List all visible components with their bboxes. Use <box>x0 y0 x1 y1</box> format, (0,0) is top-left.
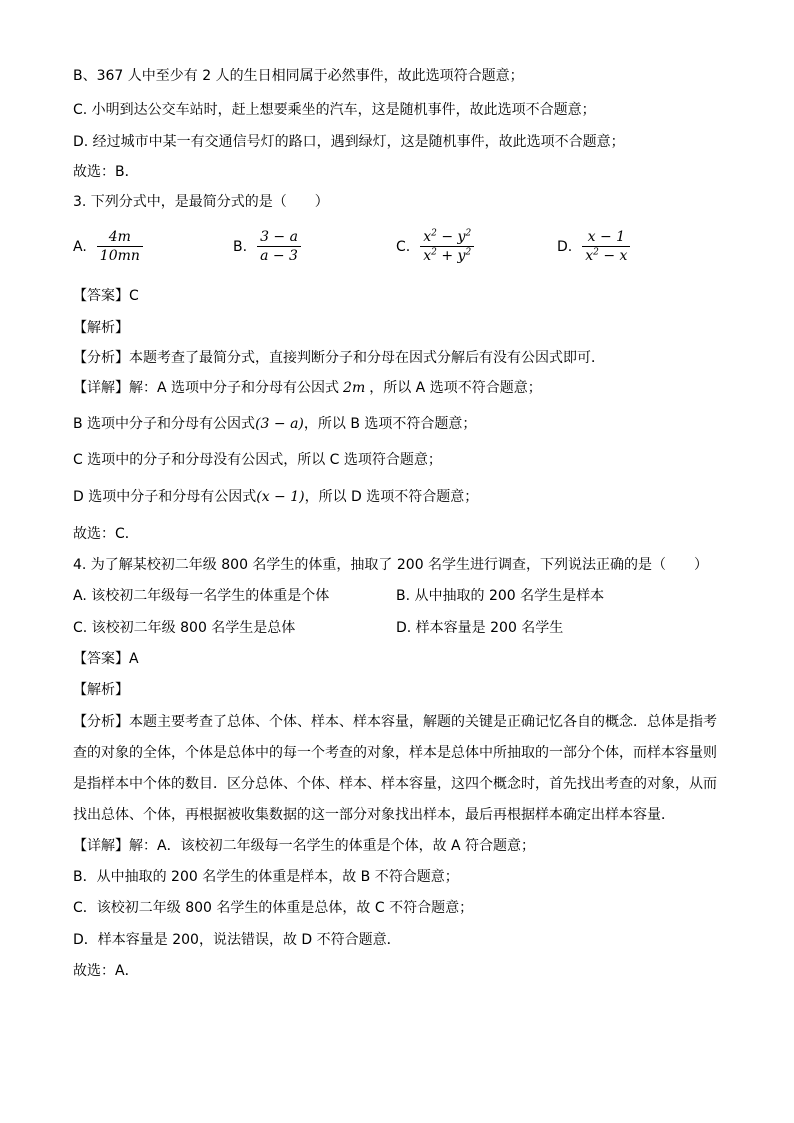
numerator: $x^2 - y^2$ <box>423 228 472 245</box>
option-b: B. 从中抽取的 200 名学生是样本 <box>396 588 605 604</box>
denominator: $x^2 + y^2$ <box>423 247 472 264</box>
option-d <box>557 228 630 265</box>
denominator: 10mn <box>99 248 140 264</box>
detail-text: 【详解】解：A 选项中分子和分母有公因式 2m ，所以 A 选项不符合题意； <box>73 380 542 396</box>
analysis-text: 找出总体、个体，再根据被收集数据的这一部分对象找出样本，最后再根据样本确定出样本容量． <box>73 807 675 823</box>
detail-text: C 选项中的分子和分母没有公因式，所以 C 选项符合题意； <box>73 452 442 468</box>
question-3: 3. 下列分式中，是最简分式的是（ ） <box>73 194 329 210</box>
answer-3: 【答案】C <box>73 288 139 304</box>
option-label: A. <box>73 238 87 255</box>
option-a: A. 该校初二年级每一名学生的体重是个体 <box>73 588 330 604</box>
analysis-heading: 【解析】 <box>73 320 129 336</box>
detail-text: B．从中抽取的 200 名学生的体重是样本，故 B 不符合题意； <box>73 869 459 885</box>
analysis-text: 【分析】本题主要考查了总体、个体、样本、样本容量，解题的关键是正确记忆各自的概念．总体是指考 <box>73 714 717 730</box>
analysis-text: 是指样本中个体的数目．区分总体、个体、样本、样本容量，这四个概念时，首先找出考查的对象，从而 <box>73 776 717 792</box>
option-b <box>233 228 301 265</box>
numerator: 4m <box>108 229 131 245</box>
option-d: D. 样本容量是 200 名学生 <box>396 620 564 636</box>
detail-text: C．该校初二年级 800 名学生的体重是总体，故 C 不符合题意； <box>73 900 474 916</box>
text-line: B、367 人中至少有 2 人的生日相同属于必然事件，故此选项符合题意； <box>73 68 524 84</box>
detail-text: 【详解】解：A．该校初二年级每一名学生的体重是个体，故 A 符合题意； <box>73 838 536 854</box>
option-c <box>396 228 474 265</box>
denominator: $x^2 - x$ <box>585 247 628 264</box>
option-label: C. <box>396 238 411 255</box>
conclusion: 故选：A． <box>73 963 139 979</box>
conclusion: 故选：C． <box>73 526 139 542</box>
numerator: 3 − a <box>260 229 298 245</box>
text-line: D. 经过城市中某一有交通信号灯的路口，遇到绿灯，这是随机事件，故此选项不合题意； <box>73 134 625 150</box>
analysis-text: 查的对象的全体，个体是总体中的每一个考查的对象，样本是总体中所抽取的一部分个体，而样本容量则 <box>73 745 717 761</box>
text-line: 故选：B． <box>73 164 139 180</box>
numerator: x − 1 <box>587 229 626 245</box>
fraction <box>420 228 474 265</box>
answer-4: 【答案】A <box>73 651 139 667</box>
detail-text: D．样本容量是 200，说法错误，故 D 不符合题意． <box>73 932 401 948</box>
detail-text: D 选项中分子和分母有公因式(x − 1)，所以 D 选项不符合题意； <box>73 489 479 505</box>
option-label: B. <box>233 238 248 255</box>
option-c: C. 该校初二年级 800 名学生是总体 <box>73 620 296 636</box>
denominator: a − 3 <box>260 248 298 264</box>
detail-text: B 选项中分子和分母有公因式(3 − a)，所以 B 选项不符合题意； <box>73 416 477 432</box>
fraction <box>582 228 630 265</box>
analysis-text: 【分析】本题考查了最简分式，直接判断分子和分母在因式分解后有没有公因式即可． <box>73 350 605 366</box>
fraction <box>97 228 143 265</box>
text-line: C. 小明到达公交车站时，赶上想要乘坐的汽车，这是随机事件，故此选项不合题意； <box>73 102 596 118</box>
analysis-heading: 【解析】 <box>73 682 129 698</box>
fraction <box>257 228 301 265</box>
question-4: 4. 为了解某校初二年级 800 名学生的体重，抽取了 200 名学生进行调查，下列说法正确的是（ ） <box>73 557 709 573</box>
option-label: D. <box>557 238 573 255</box>
option-a <box>73 228 143 265</box>
